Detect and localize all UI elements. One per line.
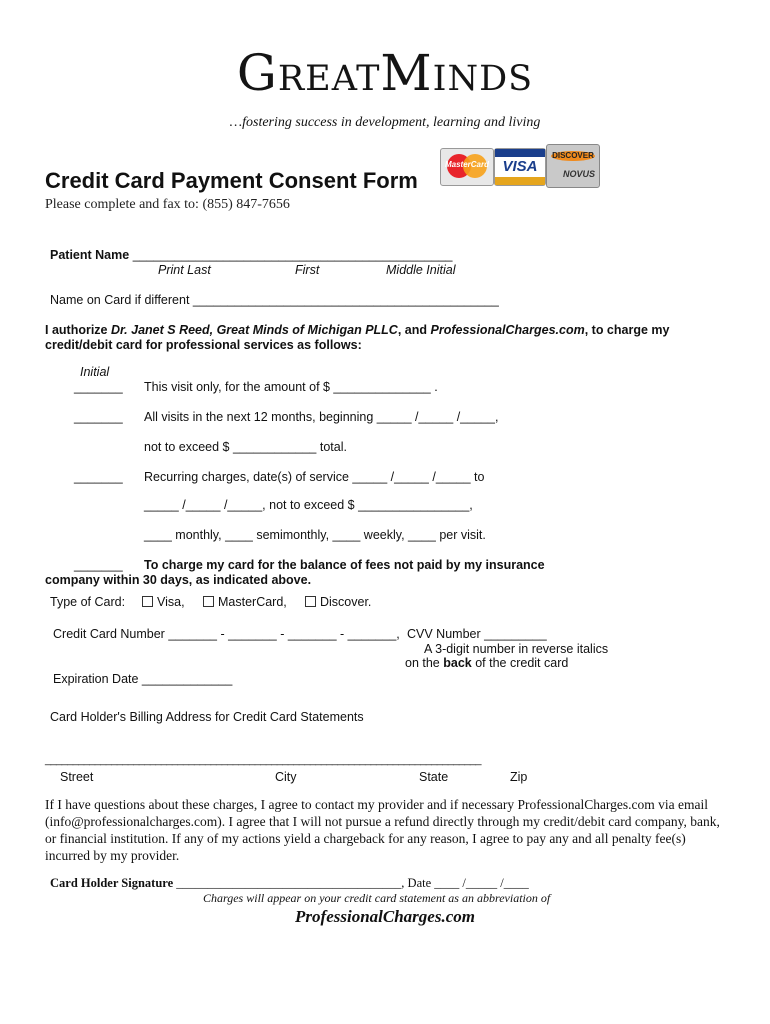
cvv-note-suffix: of the credit card — [471, 656, 569, 670]
signature-row — [50, 876, 529, 891]
authorize-charge: , to charge my — [584, 323, 670, 337]
accepted-cards — [440, 144, 600, 188]
print-last-label: Print Last — [158, 263, 211, 277]
option-insurance-balance-2: company within 30 days, as indicated above. — [45, 573, 312, 587]
initial-field-1[interactable]: _______ — [74, 380, 123, 394]
agreement-paragraph: If I have questions about these charges, I agree to contact my provider and if necessary ProfessionalCharges.com via email (info@professionalcharges.com). I agree that I will not pursue a refund directly through my credit/debit card company, bank, or financial institution. If any of my actions yield a chargeback for any reason, I agree to pay any and all penalty fee(s) incurred by my provider. — [45, 797, 720, 863]
expiration-date-field[interactable]: Expiration Date _____________ — [53, 672, 233, 686]
mastercard-logo — [440, 148, 494, 186]
initial-field-2[interactable]: _______ — [74, 410, 123, 424]
discover-option[interactable] — [305, 595, 371, 609]
patient-name-field[interactable]: ______________________________________________ — [132, 248, 453, 262]
discover-option-label: Discover. — [320, 595, 372, 609]
authorize-text: I authorize — [45, 323, 111, 337]
signature-field[interactable]: ____________________________________, Date ____ /_____ /____ — [176, 876, 529, 890]
state-label: State — [419, 770, 449, 784]
patient-name-row — [50, 248, 452, 262]
option-recurring-limit: _____ /_____ /_____, not to exceed $ ________________, — [144, 498, 473, 512]
option-insurance-balance: To charge my card for the balance of fees not paid by my insurance — [144, 558, 545, 572]
footer-brand: ProfessionalCharges.com — [295, 907, 475, 926]
visa-logo — [494, 148, 546, 186]
initial-field-4[interactable]: _______ — [74, 558, 123, 572]
street-label: Street — [60, 770, 94, 784]
type-of-card-label: Type of Card: — [50, 595, 126, 609]
authorization-line-2: credit/debit card for professional services as follows: — [45, 338, 362, 352]
mastercard-option-label: MasterCard, — [218, 595, 287, 609]
cvv-field[interactable]: CVV Number _________ — [407, 627, 547, 641]
name-on-card-field[interactable]: ____________________________________________ — [192, 293, 499, 307]
zip-label: Zip — [510, 770, 528, 784]
billing-address-label: Card Holder's Billing Address for Credit Card Statements — [50, 710, 364, 724]
logo: GreatMinds — [236, 44, 534, 102]
authorize-doctor: Dr. Janet S Reed, Great Minds of Michigan PLLC — [110, 323, 398, 337]
fax-instruction: Please complete and fax to: (855) 847-7656 — [45, 197, 290, 212]
option-12-months: All visits in the next 12 months, beginning _____ /_____ /_____, — [144, 410, 499, 424]
signature-label: Card Holder Signature — [50, 876, 174, 890]
first-label: First — [295, 263, 320, 277]
visa-logo-text: VISA — [502, 158, 538, 175]
cvv-note-back: back — [443, 656, 472, 670]
billing-address-field[interactable]: _______________________________________________________________________________ — [45, 754, 481, 766]
visa-checkbox[interactable] — [142, 596, 153, 607]
cvv-note-1: A 3-digit number in reverse italics — [424, 642, 609, 656]
middle-initial-label: Middle Initial — [386, 263, 456, 277]
abbreviation-note: Charges will appear on your credit card statement as an abbreviation of — [203, 891, 551, 905]
option-this-visit: This visit only, for the amount of $ ______________ . — [144, 380, 438, 394]
visa-option-label: Visa, — [157, 595, 185, 609]
patient-name-label: Patient Name — [50, 248, 130, 262]
mastercard-checkbox[interactable] — [203, 596, 214, 607]
initial-label: Initial — [80, 365, 110, 379]
discover-logo-text: DISCOVER — [552, 151, 594, 160]
credit-card-number-field[interactable]: Credit Card Number _______ - _______ - _______ - _______, — [53, 627, 400, 641]
form-title: Credit Card Payment Consent Form — [45, 168, 418, 193]
visa-option[interactable] — [142, 595, 185, 609]
name-on-card-row — [50, 293, 499, 307]
mastercard-logo-text: MasterCard — [444, 160, 489, 169]
novus-logo-text: NOVUS — [562, 169, 595, 179]
initial-field-3[interactable]: _______ — [74, 470, 123, 484]
city-label: City — [275, 770, 297, 784]
cvv-note-prefix: on the — [405, 656, 444, 670]
authorization-line-1 — [45, 323, 669, 337]
cvv-note-2 — [405, 656, 568, 670]
authorize-pc: ProfessionalCharges.com — [430, 323, 585, 337]
option-recurring-frequency: ____ monthly, ____ semimonthly, ____ weekly, ____ per visit. — [144, 528, 486, 542]
mastercard-option[interactable] — [203, 595, 287, 609]
option-12-months-limit: not to exceed $ ____________ total. — [144, 440, 347, 454]
authorize-and: , and — [397, 323, 431, 337]
discover-checkbox[interactable] — [305, 596, 316, 607]
name-on-card-label: Name on Card if different — [50, 293, 190, 307]
tagline: …fostering success in development, learning and living — [229, 115, 541, 130]
option-recurring: Recurring charges, date(s) of service _____ /_____ /_____ to — [144, 470, 485, 484]
discover-logo — [546, 144, 600, 188]
